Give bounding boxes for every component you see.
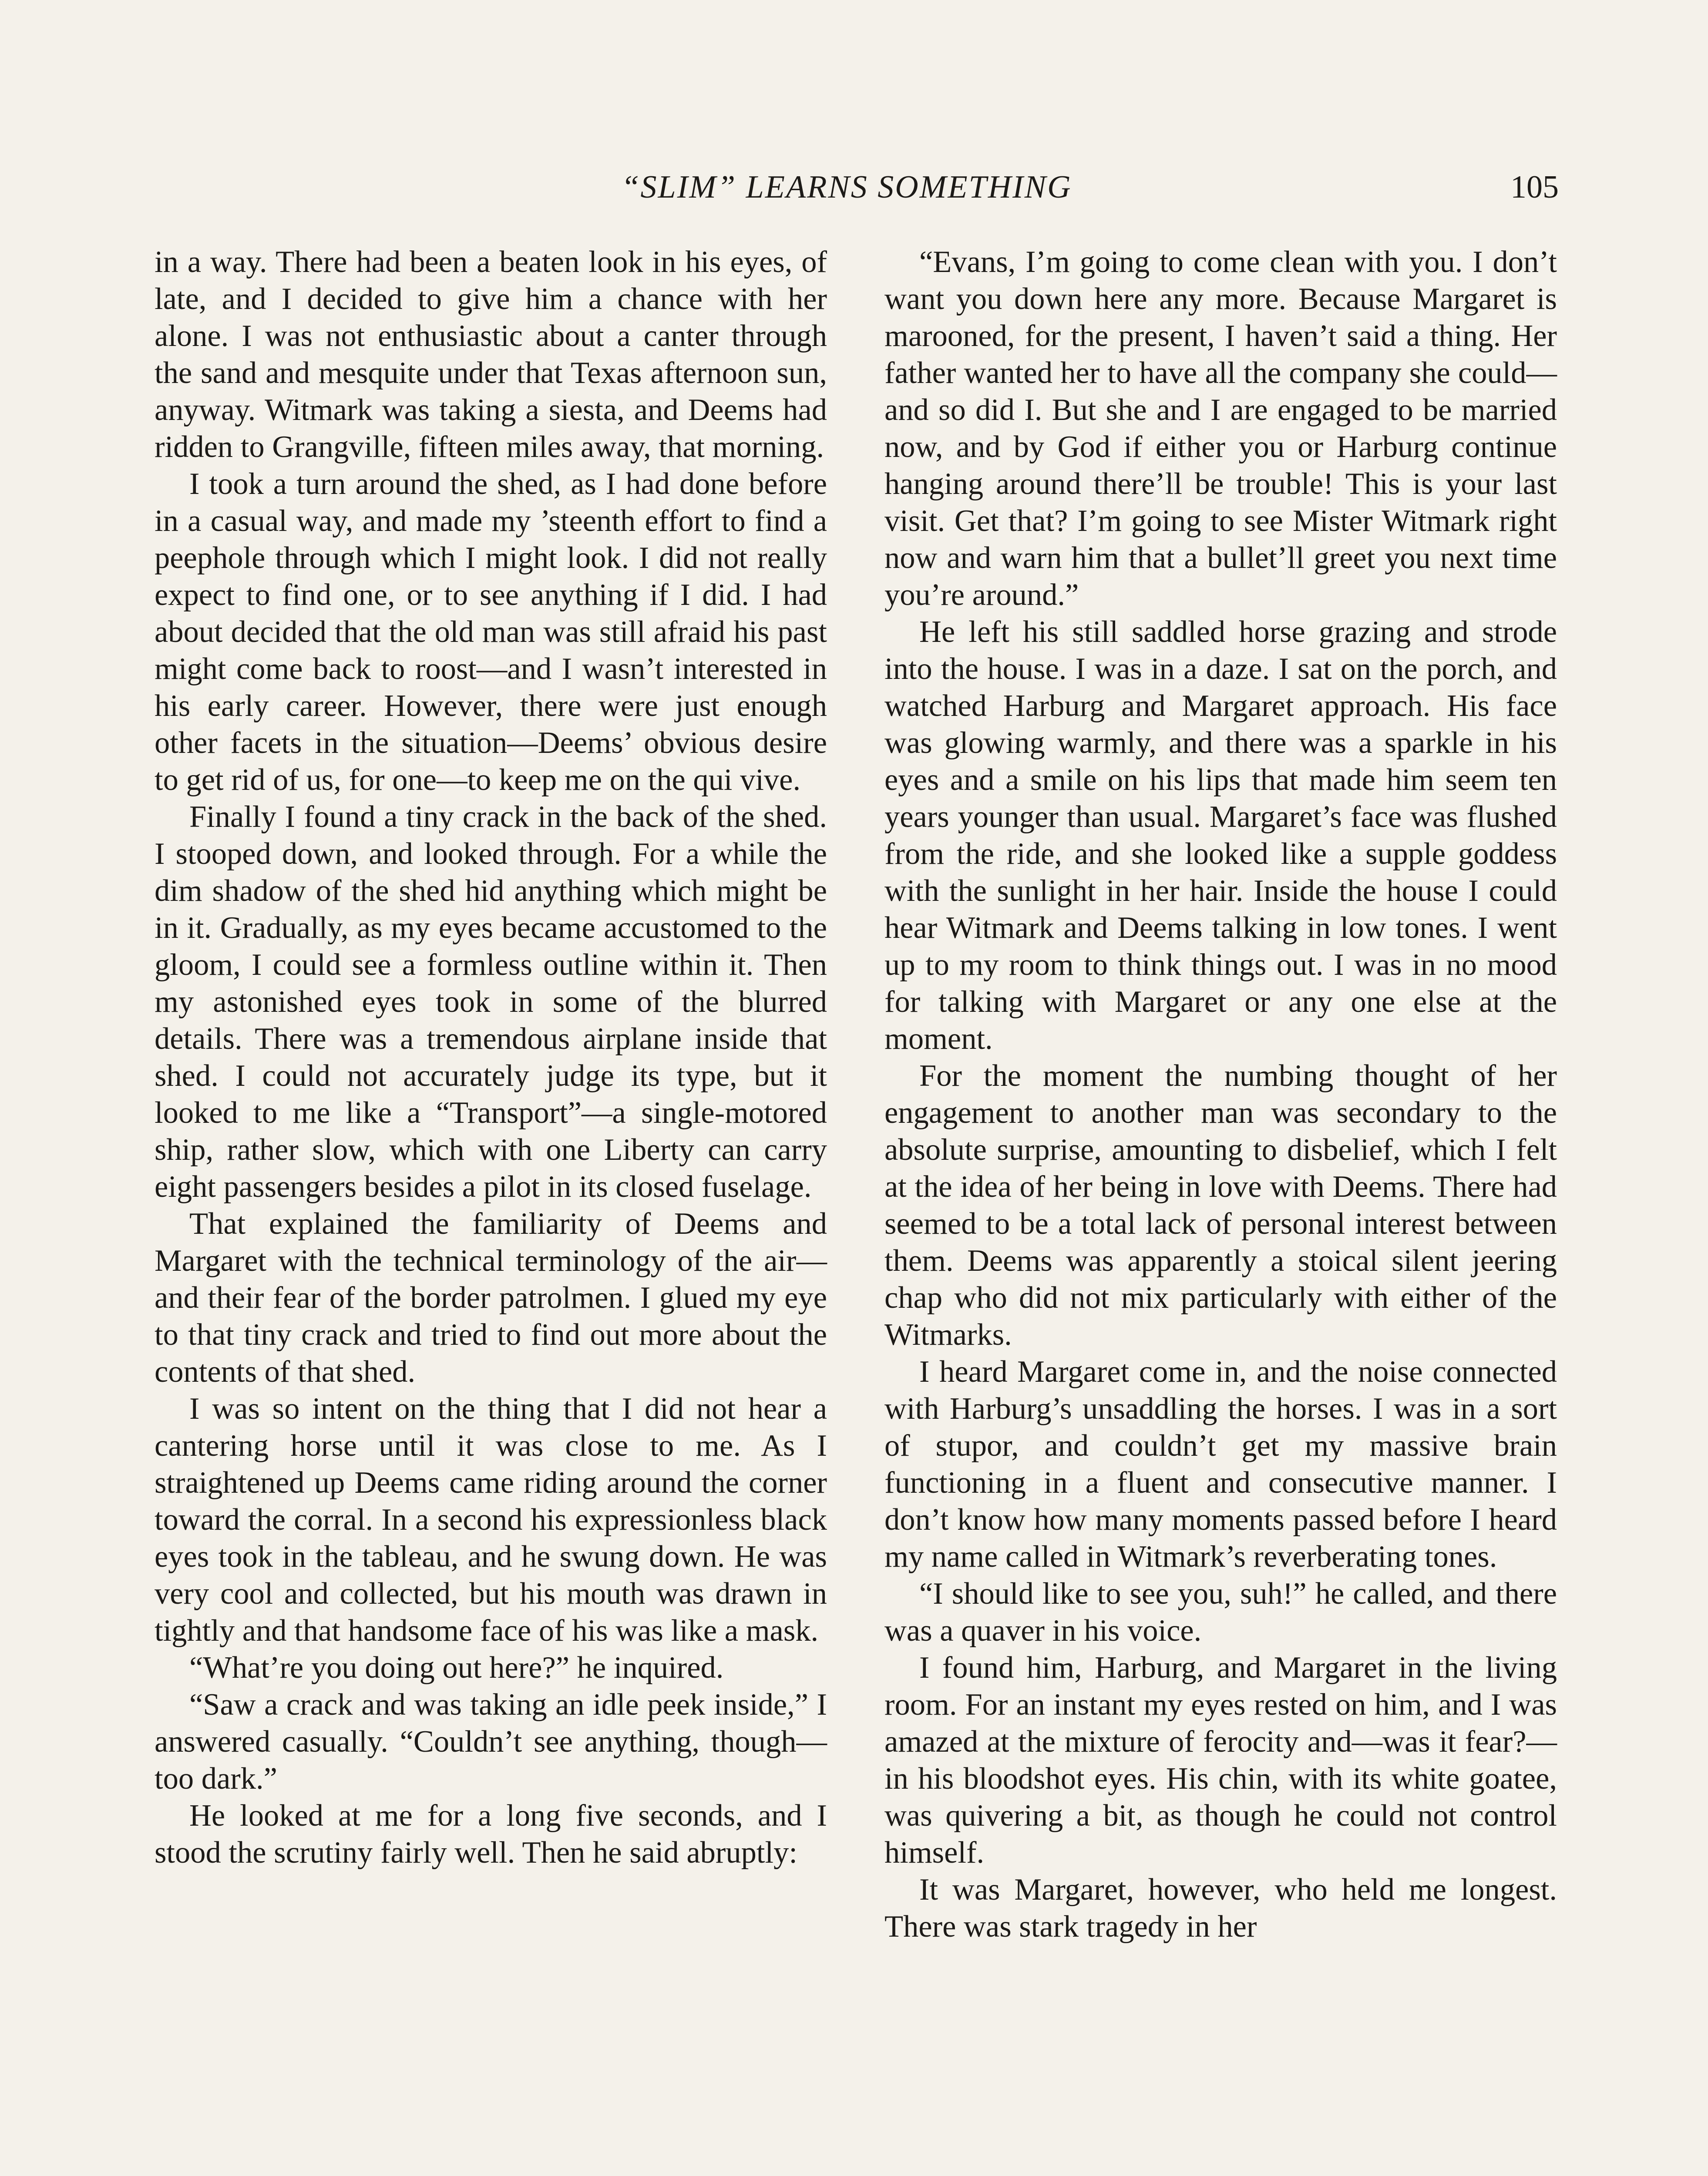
paragraph: I was so intent on the thing that I did not hear a cantering horse until it was close to me. As I straightened up Deems came riding around the corner toward the corral. In a second his expressionless black eyes took in the tableau, and he swung down. He was very cool and collected, but his mouth was drawn in tightly and that handsome face of his was like a mask. <box>155 1392 827 1648</box>
paragraph: It was Margaret, however, who held me longest. There was stark tragedy in her <box>884 1873 1557 1944</box>
paragraph: “Saw a crack and was taking an idle peek inside,” I answered casually. “Couldn’t see anything, though—too dark.” <box>155 1688 827 1796</box>
paragraph: “What’re you doing out here?” he inquired. <box>189 1651 724 1685</box>
paragraph: I took a turn around the shed, as I had done before in a casual way, and made my ’steenth effort to find a peephole through which I might look. I did not really expect to find one, or to see anything if I did. I had about decided that the old man was still afraid his past might come back to roost—and I wasn’t interested in his early career. However, there were just enough other facets in the situation—Deems’ obvious desire to get rid of us, for one—to keep me on the qui vive. <box>155 467 827 797</box>
running-title: “SLIM” LEARNS SOMETHING <box>621 169 1072 205</box>
paragraph: Finally I found a tiny crack in the back of the shed. I stooped down, and looked through. For a while the dim shadow of the shed hid anything which might be in it. Gradually, as my eyes became accustomed to the gloom, I could see a formless outline within it. Then my astonished eyes took in some of the blurred details. There was a tremendous airplane inside that shed. I could not accurately judge its type, but it looked to me like a “Transport”—a single-motored ship, rather slow, which with one Liberty can carry eight passengers besides a pilot in its closed fuselage. <box>155 800 827 1204</box>
paragraph: “I should like to see you, suh!” he called, and there was a quaver in his voice. <box>884 1577 1557 1648</box>
right-column <box>884 244 1557 1945</box>
paragraph: For the moment the numbing thought of her engagement to another man was secondary to the absolute surprise, amounting to disbelief, which I felt at the idea of her being in love with Deems. There had seemed to be a total lack of personal interest between them. Deems was apparently a stoical silent jeering chap who did not mix particularly with either of the Witmarks. <box>884 1059 1557 1352</box>
paragraph: I heard Margaret come in, and the noise connected with Harburg’s unsaddling the horses. I was in a sort of stupor, and couldn’t get my massive brain functioning in a fluent and consecutive manner. I don’t know how many moments passed before I heard my name called in Witmark’s reverberating tones. <box>884 1355 1557 1574</box>
page-header <box>0 161 1708 213</box>
left-column <box>155 244 827 1871</box>
page-number: 105 <box>1510 169 1559 205</box>
paragraph: He left his still saddled horse grazing and strode into the house. I was in a daze. I sat on the porch, and watched Harburg and Margaret approach. His face was glowing warmly, and there was a sparkle in his eyes and a smile on his lips that made him seem ten years younger than usual. Margaret’s face was flushed from the ride, and she looked like a supple goddess with the sunlight in her hair. Inside the house I could hear Witmark and Deems talking in low tones. I went up to my room to think things out. I was in no mood for talking with Margaret or any one else at the moment. <box>884 615 1557 1056</box>
paragraph: in a way. There had been a beaten look in his eyes, of late, and I decided to give him a chance with her alone. I was not enthusiastic about a canter through the sand and mesquite under that Texas afternoon sun, anyway. Witmark was taking a siesta, and Deems had ridden to Grangville, fifteen miles away, that morning. <box>155 245 827 464</box>
paragraph: That explained the familiarity of Deems and Margaret with the technical terminology of the air—and their fear of the border patrolmen. I glued my eye to that tiny crack and tried to find out more about the contents of that shed. <box>155 1207 827 1389</box>
paragraph: I found him, Harburg, and Margaret in the living room. For an instant my eyes rested on him, and I was amazed at the mixture of ferocity and—was it fear?—in his bloodshot eyes. His chin, with its white goatee, was quivering a bit, as though he could not control himself. <box>884 1651 1557 1870</box>
paragraph: He looked at me for a long five seconds, and I stood the scrutiny fairly well. Then he said abruptly: <box>155 1799 827 1870</box>
paragraph: “Evans, I’m going to come clean with you. I don’t want you down here any more. Because Margaret is marooned, for the present, I haven’t said a thing. Her father wanted her to have all the company she could—and so did I. But she and I are engaged to be married now, and by God if either you or Harburg continue hanging around there’ll be trouble! This is your last visit. Get that? I’m going to see Mister Witmark right now and warn him that a bullet’ll greet you next time you’re around.” <box>884 245 1557 612</box>
